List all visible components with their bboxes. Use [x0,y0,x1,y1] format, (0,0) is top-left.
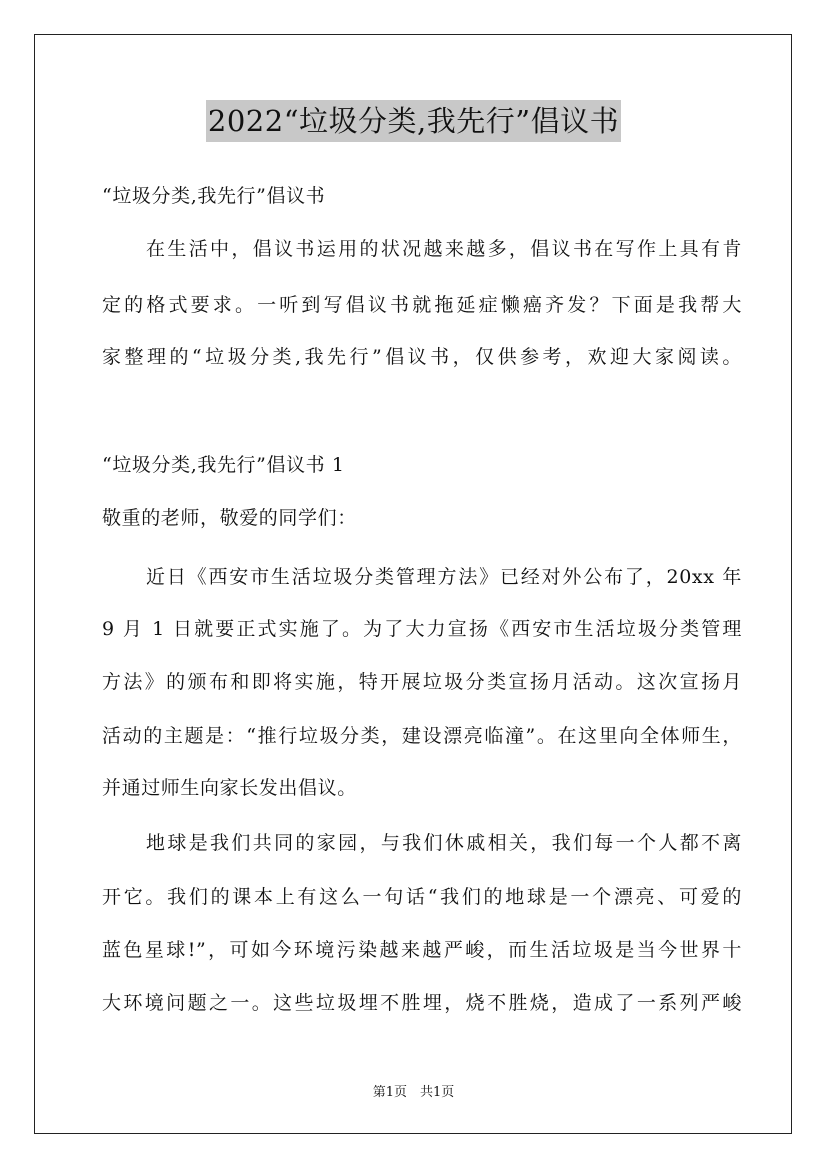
title-container [0,100,827,142]
section-heading: “垃圾分类,我先行”倡议书 1 [102,454,345,476]
intro-line-2: 定的格式要求。一听到写倡议书就拖延症懒癌齐发？下面是我帮大 [102,294,742,316]
paragraph1-line-5: 并通过师生向家长发出倡议。 [102,777,357,799]
page-number-footer: 第1页 共1页 [372,1085,455,1100]
subtitle: “垃圾分类,我先行”倡议书 [102,185,326,207]
paragraph2-line-3: 蓝色星球!”，可如今环境污染越来越严峻，而生活垃圾是当今世界十 [102,939,742,961]
paragraph2-line-2: 开它。我们的课本上有这么一句话“我们的地球是一个漂亮、可爱的 [102,886,742,908]
paragraph2-line-4: 大环境问题之一。这些垃圾埋不胜埋，烧不胜烧，造成了一系列严峻 [102,992,742,1014]
paragraph1-line-3: 方法》的颁布和即将实施，特开展垃圾分类宣扬月活动。这次宣扬月 [102,671,742,693]
paragraph2-line-1: 地球是我们共同的家园，与我们休戚相关，我们每一个人都不离 [146,832,742,854]
intro-line-1: 在生活中，倡议书运用的状况越来越多，倡议书在写作上具有肯 [146,238,742,260]
intro-line-3: 家整理的“垃圾分类,我先行”倡议书，仅供参考，欢迎大家阅读。 [102,346,742,368]
paragraph1-line-4: 活动的主题是：“推行垃圾分类，建设漂亮临潼”。在这里向全体师生， [102,725,742,747]
paragraph1-line-2: 9 月 1 日就要正式实施了。为了大力宣扬《西安市生活垃圾分类管理 [102,618,742,640]
salutation: 敬重的老师，敬爱的同学们： [102,507,357,529]
paragraph1-line-1: 近日《西安市生活垃圾分类管理方法》已经对外公布了，20xx 年 [146,566,742,588]
document-title: 2022“垃圾分类,我先行”倡议书 [206,100,621,142]
